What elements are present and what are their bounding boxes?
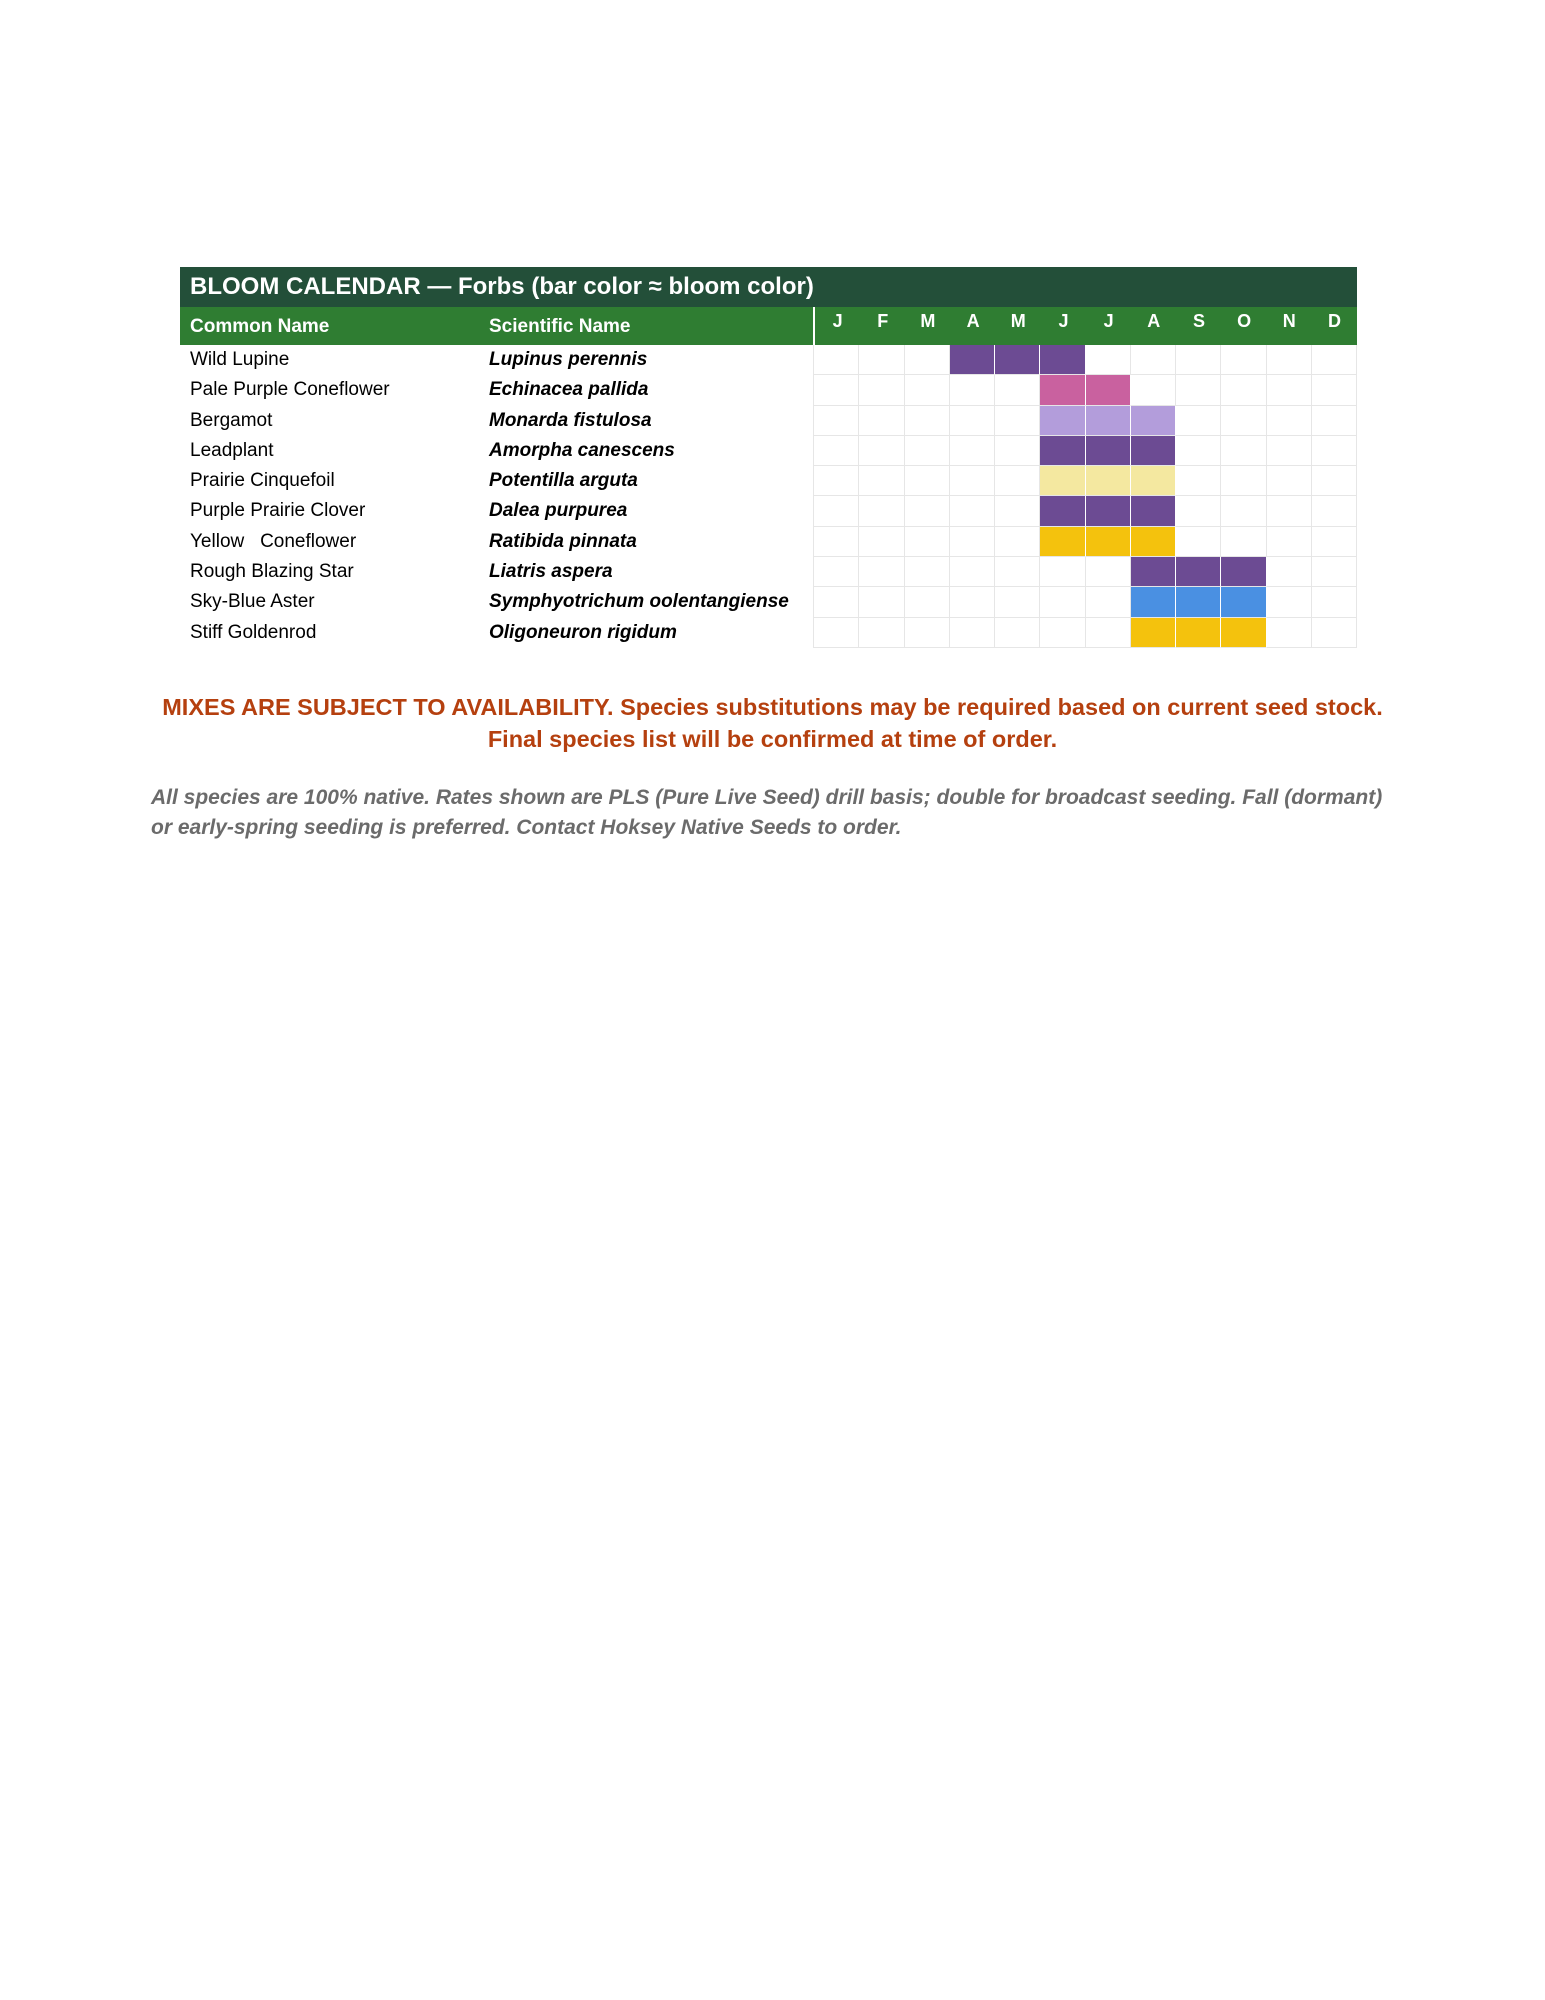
month-cell [950,587,995,617]
month-cell [1131,375,1176,405]
month-cell [1086,345,1131,375]
month-cell [859,345,904,375]
month-cell [1267,345,1312,375]
bloom-bar-cell [1176,557,1221,587]
month-cell [950,406,995,436]
month-cell [1040,618,1085,648]
month-cell [859,557,904,587]
common-name-cell: Prairie Cinquefoil [190,470,335,492]
month-cell [950,436,995,466]
common-name-cell: Bergamot [190,409,273,431]
common-name-cell: Stiff Goldenrod [190,621,317,643]
month-cell [1221,345,1266,375]
bloom-bar-cell [1040,345,1085,375]
month-cell [1267,557,1312,587]
bloom-month-cells [813,557,1357,587]
month-cell [1176,406,1221,436]
month-cell [813,557,859,587]
month-cell [950,527,995,557]
bloom-month-cells [813,466,1357,496]
bloom-month-cells [813,375,1357,405]
month-cell [950,375,995,405]
month-cell [1312,496,1357,526]
table-body [180,345,1357,648]
month-cell [905,345,950,375]
month-header: M [1010,311,1026,331]
month-cell [1267,406,1312,436]
month-cell [813,496,859,526]
month-cell [950,496,995,526]
bloom-bar-cell [1176,618,1221,648]
month-cell [1086,557,1131,587]
month-header: S [1192,311,1205,331]
month-cell [995,496,1040,526]
month-cell [1312,587,1357,617]
month-cell [905,527,950,557]
bloom-bar-cell [1086,406,1131,436]
month-cell [1312,527,1357,557]
month-cell [859,466,904,496]
table-row [180,466,1357,496]
month-header: O [1237,311,1252,331]
bloom-month-cells [813,345,1357,375]
month-cell [1312,618,1357,648]
month-cell [1312,436,1357,466]
scientific-name-cell: Amorpha canescens [489,439,675,461]
month-cell [1221,496,1266,526]
common-name-cell: Leadplant [190,439,274,461]
month-header: F [877,311,889,331]
bloom-bar-cell [1040,436,1085,466]
bloom-bar-cell [1131,436,1176,466]
month-header: M [920,311,936,331]
scientific-name-cell: Potentilla arguta [489,470,638,492]
month-header: A [966,311,980,331]
bloom-bar-cell [1040,496,1085,526]
scientific-name-cell: Echinacea pallida [489,379,649,401]
month-cell [1086,587,1131,617]
table-header-row [180,307,1357,345]
table-row [180,345,1357,375]
month-header: J [1058,311,1069,331]
month-header: J [1103,311,1114,331]
month-cell [995,406,1040,436]
bloom-bar-cell [1176,587,1221,617]
bloom-bar-cell [1086,527,1131,557]
bloom-bar-cell [1040,466,1085,496]
scientific-name-cell: Lupinus perennis [489,349,648,370]
bloom-bar-cell [1221,618,1266,648]
scientific-name-cell: Ratibida pinnata [489,530,637,552]
header-months [813,307,1357,345]
month-cell [813,375,859,405]
bloom-bar-cell [1086,436,1131,466]
month-cell [1176,496,1221,526]
month-cell [1176,527,1221,557]
month-cell [995,375,1040,405]
common-name-cell: Sky-Blue Aster [190,591,315,613]
month-cell [1267,375,1312,405]
month-cell [1312,557,1357,587]
month-cell [950,618,995,648]
table-title: BLOOM CALENDAR — Forbs (bar color ≈ bloom color) [180,267,1357,307]
bloom-bar-cell [1131,587,1176,617]
month-cell [950,557,995,587]
month-cell [859,587,904,617]
month-cell [813,587,859,617]
month-cell [1312,345,1357,375]
header-scientific-name: Scientific Name [489,316,631,337]
table-row [180,587,1357,617]
month-cell [995,618,1040,648]
bloom-month-cells [813,618,1357,648]
bloom-month-cells [813,496,1357,526]
month-cell [813,466,859,496]
month-cell [1267,436,1312,466]
month-cell [1312,375,1357,405]
bloom-bar-cell [1086,496,1131,526]
bloom-month-cells [813,527,1357,557]
header-common-name: Common Name [190,316,330,337]
table-row [180,496,1357,526]
month-cell [905,406,950,436]
month-cell [1267,618,1312,648]
month-cell [859,527,904,557]
month-cell [1221,406,1266,436]
bloom-bar-cell [1040,406,1085,436]
month-header: J [832,311,843,331]
common-name-cell: Yellow Coneflower [190,530,357,552]
month-cell [1131,345,1176,375]
month-header: A [1147,311,1161,331]
month-cell [859,375,904,405]
month-cell [1267,527,1312,557]
month-cell [1267,466,1312,496]
bloom-bar-cell [1131,527,1176,557]
table-row [180,557,1357,587]
month-header: D [1327,311,1341,331]
month-cell [859,436,904,466]
bloom-bar-cell [1086,466,1131,496]
month-cell [905,496,950,526]
table-row [180,618,1357,648]
scientific-name-cell: Liatris aspera [489,561,613,583]
table-row [180,375,1357,405]
month-cell [1040,557,1085,587]
month-cell [995,527,1040,557]
month-cell [1221,436,1266,466]
table-row [180,436,1357,466]
bloom-month-cells [813,406,1357,436]
month-cell [1312,466,1357,496]
seeding-footnote: All species are 100% native. Rates shown are PLS (Pure Live Seed) drill basis; double for broadcast seeding. Fall (dormant) or early-spring seeding is preferred. Contact Hoksey Native Seeds to order. [151,786,1383,839]
month-cell [905,466,950,496]
month-cell [995,587,1040,617]
table-row [180,527,1357,557]
month-cell [1267,587,1312,617]
bloom-bar-cell [1131,406,1176,436]
month-cell [813,345,859,375]
month-cell [1176,436,1221,466]
month-cell [813,436,859,466]
bloom-bar-cell [1221,557,1266,587]
month-cell [905,436,950,466]
bloom-bar-cell [1131,618,1176,648]
month-cell [995,436,1040,466]
table-row [180,406,1357,436]
bloom-bar-cell [1131,557,1176,587]
bloom-bar-cell [1040,375,1085,405]
bloom-bar-cell [1131,466,1176,496]
scientific-name-cell: Monarda fistulosa [489,409,652,431]
common-name-cell: Rough Blazing Star [190,561,354,583]
month-cell [905,375,950,405]
bloom-bar-cell [1086,375,1131,405]
month-cell [1176,345,1221,375]
month-cell [905,557,950,587]
month-cell [950,466,995,496]
bloom-bar-cell [1221,587,1266,617]
bloom-bar-cell [995,345,1040,375]
month-cell [1267,496,1312,526]
month-cell [1221,527,1266,557]
month-cell [1176,466,1221,496]
scientific-name-cell: Oligoneuron rigidum [489,621,677,643]
bloom-month-cells [813,436,1357,466]
month-cell [859,618,904,648]
common-name-cell: Wild Lupine [190,349,290,370]
bloom-month-cells [813,587,1357,617]
month-cell [1221,375,1266,405]
month-cell [995,557,1040,587]
month-cell [1221,466,1266,496]
bloom-calendar-table [180,267,1357,648]
common-name-cell: Purple Prairie Clover [190,500,366,522]
bloom-bar-cell [950,345,995,375]
month-cell [905,618,950,648]
availability-notice: MIXES ARE SUBJECT TO AVAILABILITY. Species substitutions may be required based on current seed stock. Final species list will be confirmed at time of order. [162,694,1383,752]
bloom-bar-cell [1131,496,1176,526]
scientific-name-cell: Dalea purpurea [489,500,628,522]
month-cell [995,466,1040,496]
month-cell [813,406,859,436]
month-header: N [1282,311,1296,331]
month-cell [1312,406,1357,436]
scientific-name-cell: Symphyotrichum oolentangiense [489,591,789,613]
month-cell [859,406,904,436]
month-cell [1040,587,1085,617]
common-name-cell: Pale Purple Coneflower [190,379,390,401]
month-cell [1176,375,1221,405]
month-cell [1086,618,1131,648]
month-cell [905,587,950,617]
month-cell [859,496,904,526]
month-cell [813,618,859,648]
month-cell [813,527,859,557]
bloom-bar-cell [1040,527,1085,557]
